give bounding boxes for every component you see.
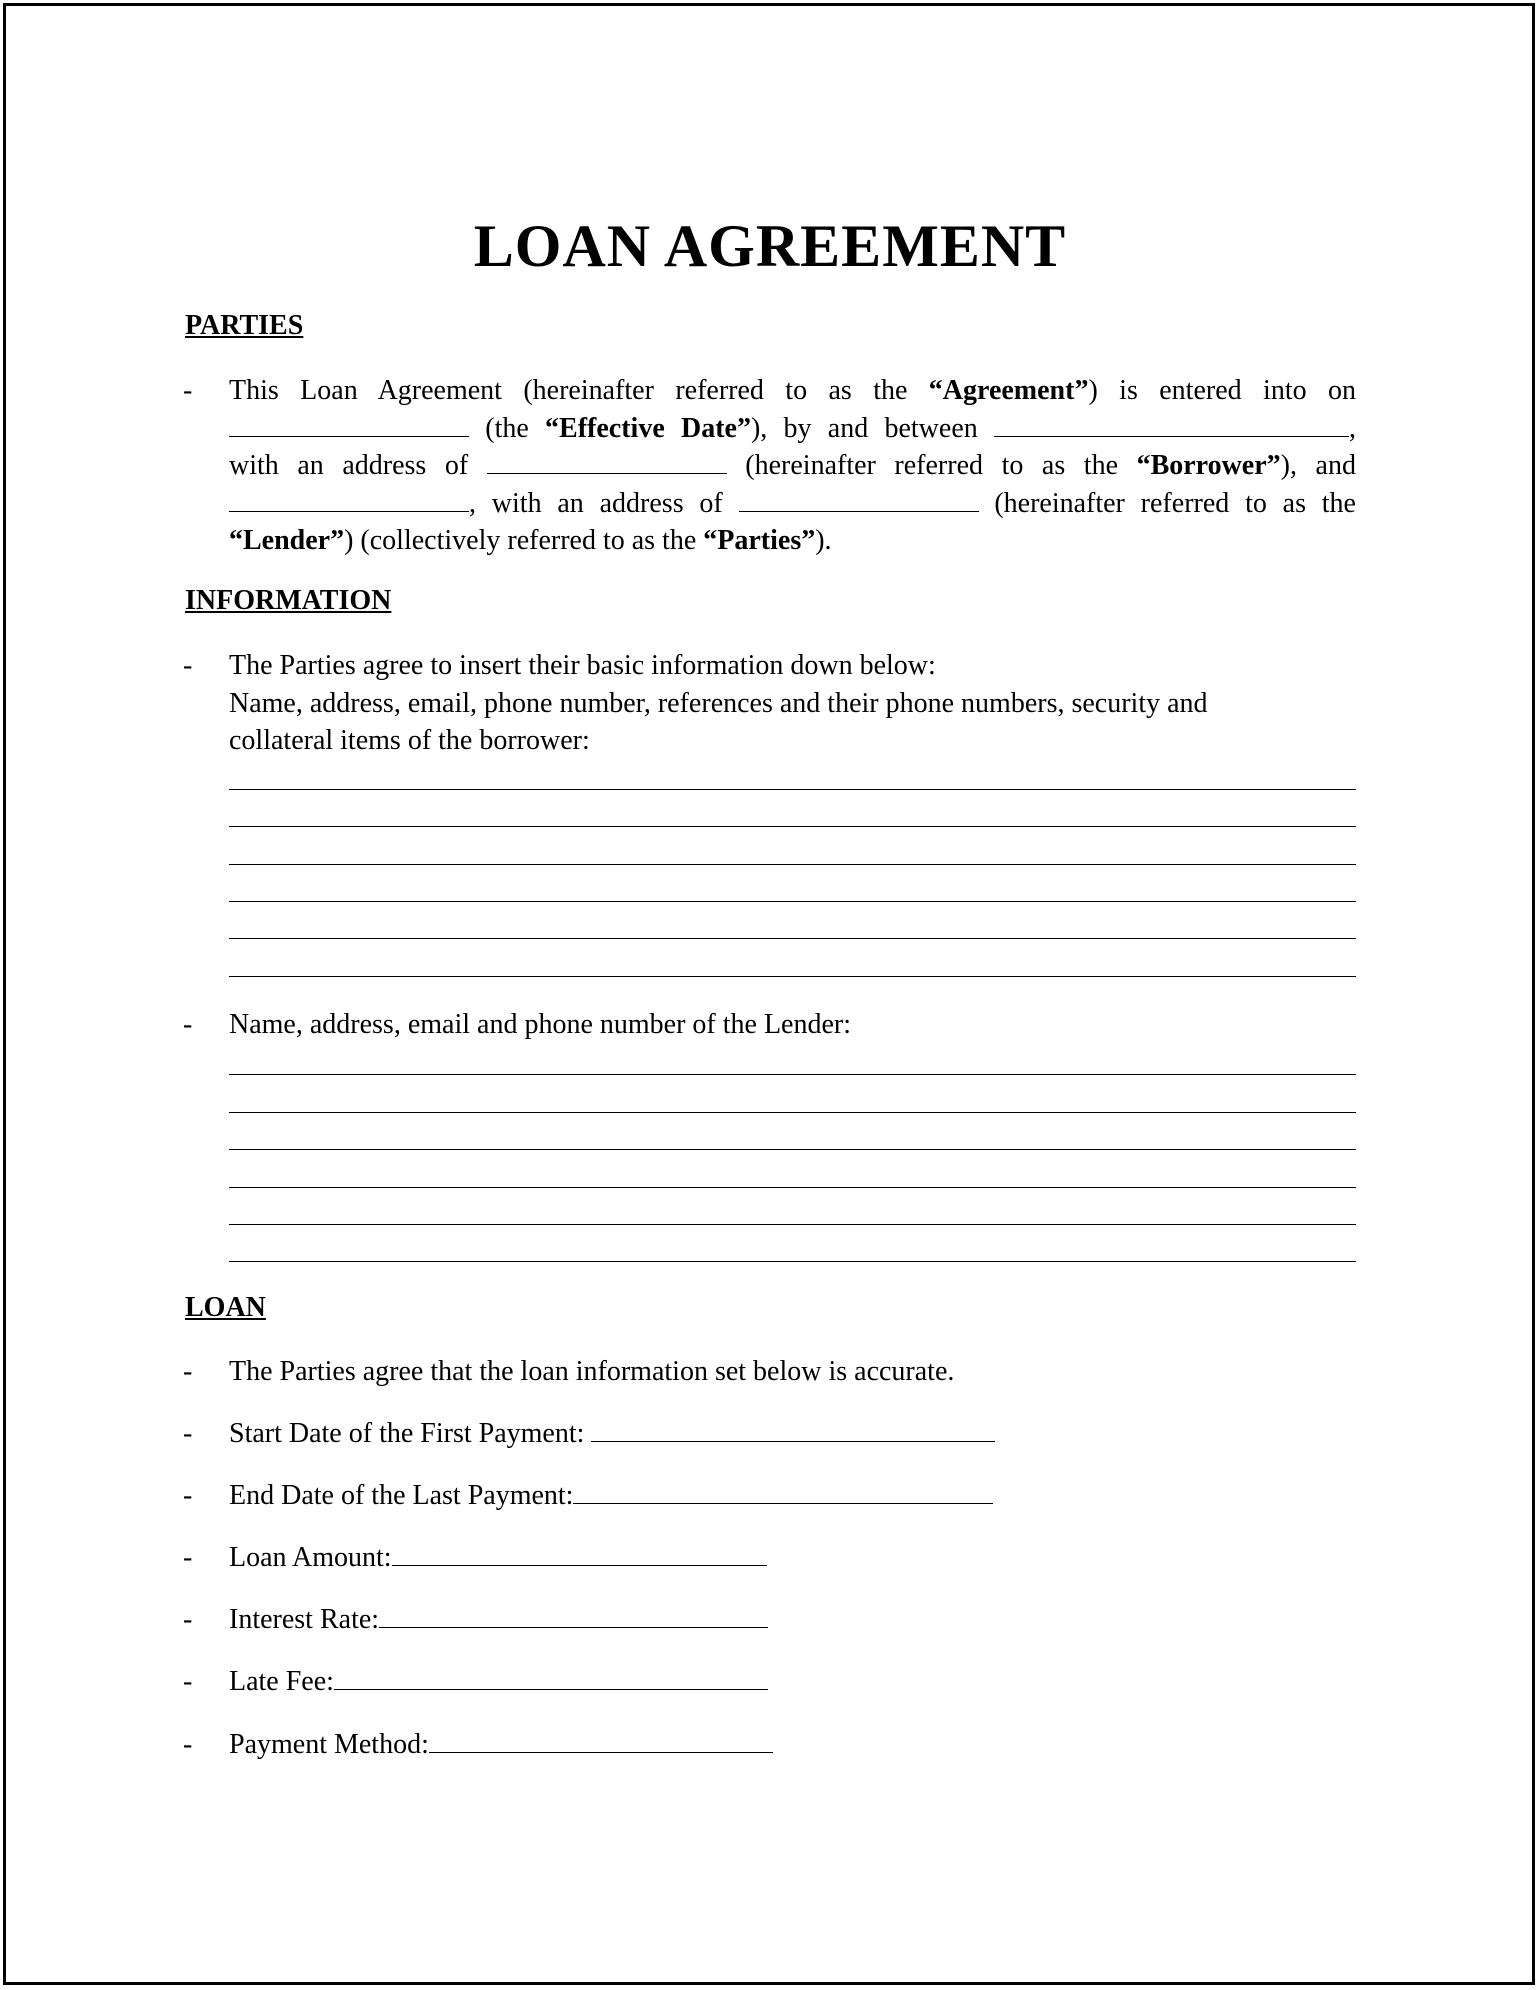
loan-bullet: - [183, 1604, 193, 1635]
lender-info-line[interactable] [229, 1224, 1356, 1225]
parties-bullet: - [183, 375, 193, 406]
loan-amount-field: Loan Amount: [229, 1539, 767, 1576]
interest-rate-field: Interest Rate: [229, 1601, 768, 1638]
information-heading: INFORMATION [185, 585, 392, 616]
late-fee-blank[interactable] [334, 1663, 768, 1690]
lender-info-line[interactable] [229, 1149, 1356, 1150]
borrower-info-line[interactable] [229, 789, 1356, 790]
parties-term: “Parties” [703, 525, 816, 556]
lender-info-line[interactable] [229, 1112, 1356, 1113]
loan-bullet: - [183, 1666, 193, 1697]
parties-line-2: (the “Effective Date”), by and between , [229, 410, 1356, 448]
borrower-term: “Borrower” [1136, 450, 1281, 481]
agreement-term: “Agreement” [928, 375, 1089, 406]
information-bullet-2: - [183, 1009, 193, 1040]
loan-bullet: - [183, 1480, 193, 1511]
information-bullet-1: - [183, 650, 193, 681]
lender-info-line[interactable] [229, 1187, 1356, 1188]
loan-bullet-intro: - [183, 1356, 193, 1387]
borrower-info-prompt: The Parties agree to insert their basic information down below: Name, address, email, phone number, references and their phone numbers, security and collateral items of the borrower: [229, 650, 1208, 756]
borrower-info-line[interactable] [229, 826, 1356, 827]
effective-date-blank[interactable] [229, 412, 469, 437]
start-date-blank[interactable] [591, 1415, 995, 1442]
payment-method-blank[interactable] [429, 1726, 773, 1753]
loan-intro: The Parties agree that the loan information set below is accurate. [229, 1356, 955, 1387]
borrower-name-blank[interactable] [994, 412, 1349, 437]
document-title: LOAN AGREEMENT [473, 213, 1067, 279]
lender-info-line[interactable] [229, 1261, 1356, 1262]
loan-amount-blank[interactable] [392, 1539, 767, 1566]
end-date-blank[interactable] [573, 1477, 993, 1504]
lender-info-prompt: Name, address, email and phone number of the Lender: [229, 1009, 852, 1040]
loan-heading: LOAN [185, 1292, 266, 1323]
lender-info-line[interactable] [229, 1074, 1356, 1075]
lender-address-blank[interactable] [739, 487, 979, 512]
start-date-field: Start Date of the First Payment: [229, 1415, 995, 1452]
interest-rate-blank[interactable] [379, 1601, 768, 1628]
parties-paragraph [229, 372, 1356, 560]
lender-term: “Lender” [229, 525, 345, 556]
borrower-info-line[interactable] [229, 864, 1356, 865]
loan-bullet: - [183, 1729, 193, 1760]
borrower-info-line[interactable] [229, 938, 1356, 939]
loan-bullet: - [183, 1418, 193, 1449]
lender-name-blank[interactable] [229, 487, 469, 512]
borrower-info-line[interactable] [229, 901, 1356, 902]
loan-bullet: - [183, 1542, 193, 1573]
late-fee-field: Late Fee: [229, 1663, 768, 1700]
borrower-info-line[interactable] [229, 976, 1356, 977]
payment-method-field: Payment Method: [229, 1726, 773, 1763]
end-date-field: End Date of the Last Payment: [229, 1477, 993, 1514]
parties-line-5: “Lender”) (collectively referred to as the “Parties”). [229, 525, 832, 556]
parties-line-3: with an address of (hereinafter referred to as the “Borrower”), and [229, 450, 1356, 481]
effective-date-term: “Effective Date” [545, 412, 751, 444]
borrower-address-blank[interactable] [487, 449, 727, 474]
parties-line-1: This Loan Agreement (hereinafter referred to as the “Agreement”) is entered into on [229, 375, 1356, 406]
parties-heading: PARTIES [185, 310, 304, 341]
parties-line-4: , with an address of (hereinafter referred to as the [229, 485, 1356, 523]
